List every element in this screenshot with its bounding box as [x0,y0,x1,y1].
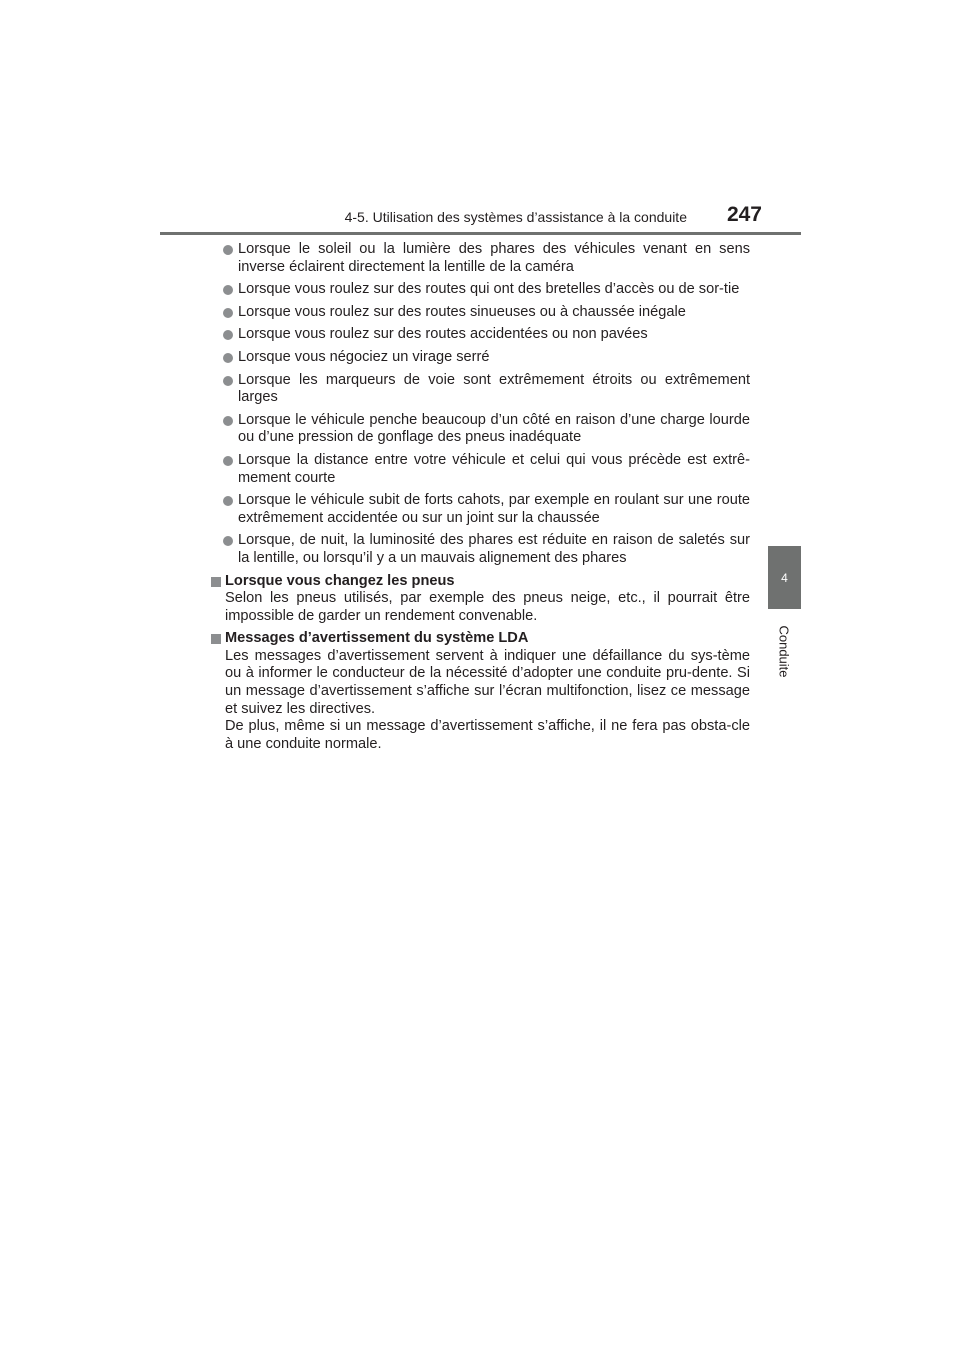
bullet-circle-icon [223,285,233,295]
section-body [208,648,750,754]
section-heading: Messages d’avertissement du système LDA [208,630,750,648]
condition-list [208,241,750,568]
bullet-circle-icon [223,308,233,318]
list-item: Lorsque vous roulez sur des routes qui ont des bretelles d’accès ou de sor-tie [208,281,750,299]
bullet-circle-icon [223,456,233,466]
paragraph: Les messages d’avertissement servent à indiquer une défaillance du sys-tème ou à informer le conducteur de la nécessité d’adopter une conduite pru-dente. Si un message d’avertissement s’affiche sur l’écran multifonction, lisez ce message et suivez les directives. [225,647,750,717]
list-item: Lorsque le véhicule penche beaucoup d’un côté en raison d’une charge lourde ou d’une pression de gonflage des pneus inadéquate [208,412,750,447]
list-item: Lorsque vous roulez sur des routes sinueuses ou à chaussée inégale [208,304,750,322]
bullet-circle-icon [223,376,233,386]
bullet-circle-icon [223,536,233,546]
square-icon [211,634,221,644]
section-heading: Lorsque vous changez les pneus [208,573,750,591]
chapter-tab [768,546,801,609]
list-item: Lorsque les marqueurs de voie sont extrêmement étroits ou extrêmement larges [208,372,750,407]
header-divider [160,232,801,235]
bullet-circle-icon [223,245,233,255]
bullet-circle-icon [223,353,233,363]
chapter-label-container [771,616,798,686]
bullet-circle-icon [223,416,233,426]
list-item: Lorsque vous négociez un virage serré [208,349,750,367]
chapter-number: 4 [781,570,788,585]
page-number: 247 [726,203,762,226]
list-item: Lorsque le véhicule subit de forts cahots, par exemple en roulant sur une route extrêmement accidentée ou sur un joint sur la chaussée [208,492,750,527]
paragraph: Selon les pneus utilisés, par exemple des pneus neige, etc., il pourrait être impossible de garder un rendement convenable. [225,590,750,624]
main-content [208,241,750,758]
section-title: 4-5. Utilisation des systèmes d’assistance à la conduite [344,209,687,225]
list-item: Lorsque le soleil ou la lumière des phares des véhicules venant en sens inverse éclairent directement la lentille de la caméra [208,241,750,276]
section-lda-warnings [208,630,750,753]
list-item: Lorsque, de nuit, la luminosité des phares est réduite en raison de saletés sur la lentille, ou lorsqu’il y a un mauvais alignement des phares [208,532,750,567]
chapter-label: Conduite [777,624,793,678]
bullet-circle-icon [223,330,233,340]
paragraph: De plus, même si un message d’avertissement s’affiche, il ne fera pas obsta-cle à une conduite normale. [225,718,750,752]
section-tire-change [208,573,750,626]
list-item: Lorsque vous roulez sur des routes accidentées ou non pavées [208,326,750,344]
square-icon [211,577,221,587]
section-body [208,590,750,625]
bullet-circle-icon [223,496,233,506]
list-item: Lorsque la distance entre votre véhicule et celui qui vous précède est extrê-mement courte [208,452,750,487]
